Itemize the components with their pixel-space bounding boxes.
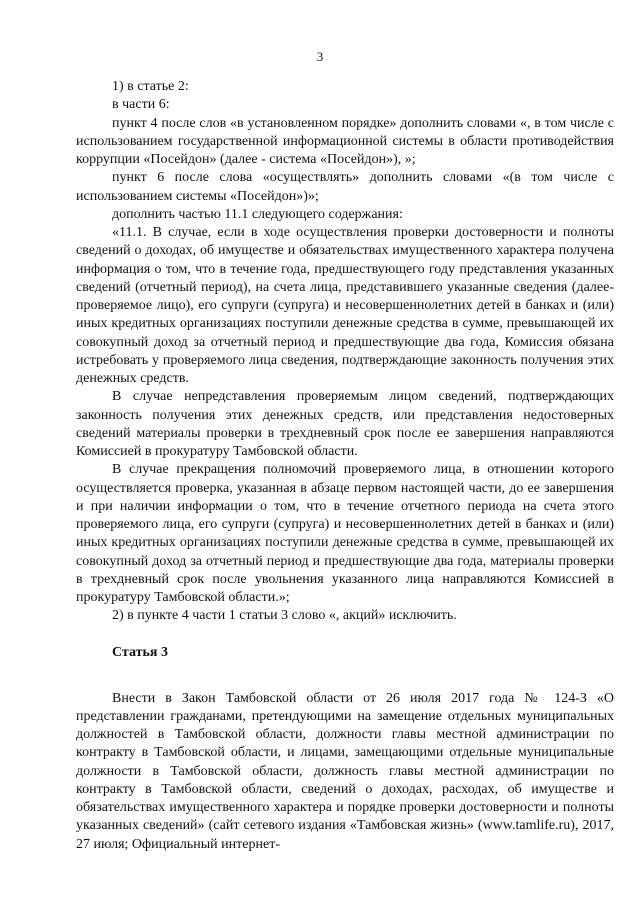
paragraph-part-11-1-intro: дополнить частью 11.1 следующего содержания:	[112, 206, 403, 222]
document-body	[76, 78, 614, 854]
paragraph-non-submission-case: В случае непредставления проверяемым лицом сведений, подтверждающих законность получения этих денежных средств, или представления недостоверных сведений материалы проверки в трехдневный срок после ее завершения направляются Комиссией в прокуратуру Тамбовской области.	[76, 389, 614, 459]
paragraph-article-2-intro: 1) в статье 2:	[112, 79, 189, 94]
paragraph-article-3-shares: 2) в пункте 4 части 1 статьи 3 слово «, акций» исключить.	[112, 608, 457, 624]
paragraph-point-4-amendment: пункт 4 после слов «в установленном порядке» дополнить словами «, в том числе с использованием государственной информационной системы в области противодействия коррупции «Посейдон» (далее - система «Посейдон»), »;	[76, 115, 614, 167]
paragraph-article-3-body: Внести в Закон Тамбовской области от 26 июля 2017 года № 124-З «О представлении гражданами, претендующими на замещение отдельных муниципальных должностей в Тамбовской области, должности главы местной администрации по контракту в Тамбовской области, и лицами, замещающими отдельные муниципальные должности в Тамбовской области, должность главы местной администрации по контракту в Тамбовской области, сведений о доходах, расходах, об имуществе и обязательствах имущественного характера и порядке проверки достоверности и полноты указанных сведений» (сайт сетевого издания «Тамбовская жизнь» (www.tamlife.ru), 2017, 27 июля; Официальный интернет-	[76, 690, 614, 852]
paragraph-part-11-1-text: «11.1. В случае, если в ходе осуществления проверки достоверности и полноты сведений о доходах, об имуществе и обязательствах имущественного характера получена информация о том, что в течение года, предшествующего году представления указанных сведений (отчетный период), на счета лица, представившего указанные сведения (далее-проверяемое лицо), его супруги (супруга) и несовершеннолетних детей в банках и (или) иных кредитных организациях поступили денежные средства в сумме, превышающей их совокупный доход за отчетный период и предшествующие два года, Комиссия обязана истребовать у проверяемого лица сведения, подтверждающие законность получения этих денежных средств.	[76, 225, 614, 386]
page-number: 3	[316, 49, 324, 64]
article-3-heading: Статья 3	[112, 644, 168, 660]
paragraph-point-6-amendment: пункт 6 после слова «осуществлять» дополнить словами «(в том числе с использованием системы «Посейдон»)»;	[76, 170, 614, 204]
paragraph-termination-case: В случае прекращения полномочий проверяемого лица, в отношении которого осуществляется проверка, указанная в абзаце первом настоящей части, до ее завершения и при наличии информации о том, что в течение отчетного периода на счета этого проверяемого лица, его супруги (супруга) и несовершеннолетних детей в банках и (или) иных кредитных организациях поступили денежные средства в сумме, превышающей их совокупный доход за отчетный период и предшествующие два года, материалы проверки в трехдневный срок после увольнения указанного лица направляются Комиссией в прокуратуру Тамбовской области.»;	[76, 462, 614, 605]
paragraph-part-6-intro: в части 6:	[112, 97, 170, 113]
